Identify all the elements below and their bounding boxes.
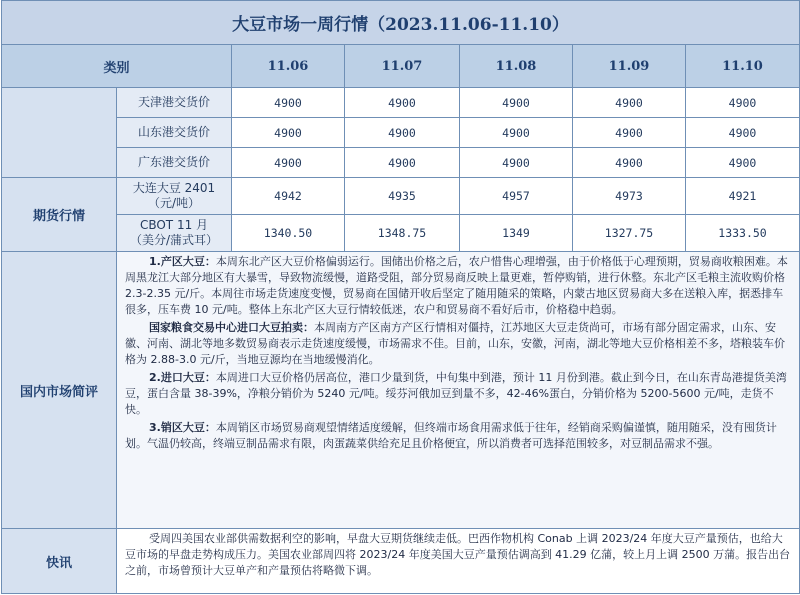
price-cell: 4900: [460, 148, 573, 178]
report-title: 大豆市场一周行情（2023.11.06-11.10）: [2, 1, 800, 45]
price-cell: 4900: [460, 118, 573, 148]
flash-row: [2, 529, 800, 594]
price-cell: 4900: [573, 88, 686, 118]
price-cell: 4942: [232, 178, 345, 215]
price-cell: 1349: [460, 215, 573, 252]
row-label: [117, 215, 232, 252]
price-cell: 4900: [686, 118, 800, 148]
price-cell: 4900: [345, 118, 460, 148]
row-label-unit: （元/吨）: [147, 196, 201, 210]
price-cell: 4900: [232, 148, 345, 178]
row-label-line: 大连大豆 2401: [132, 181, 216, 195]
commentary-body: [117, 252, 800, 529]
price-cell: 4973: [573, 178, 686, 215]
flash-paragraph: 受周四美国农业部供需数据利空的影响，早盘大豆期货继续走低。巴西作物机构 Conab 上调 2023/24 年度大豆产量预估，也给大豆市场的早盘走势构成压力。美国农业部周四将 2023/24 年度美国大豆产量预估调高到 41.29 亿蒲，较上月上调 2500 万蒲。报告出台之前，市场曾预计大豆单产和产量预估将略微下调。: [125, 532, 791, 577]
paragraph-text: 本周销区市场贸易商观望情绪适度缓解，但终端市场食用需求低于往年，经销商采购偏谨慎，随用随采，没有囤货计划。气温仍较高，终端豆制品需求有限，肉蛋蔬菜供给充足且价格便宜，所以消费者可选择范围较多，对豆制品需求不强。: [125, 421, 777, 450]
price-cell: 4900: [686, 148, 800, 178]
title-row: [2, 1, 800, 45]
commentary-paragraph: [125, 320, 793, 368]
header-row: [2, 45, 800, 88]
price-cell: 4900: [232, 88, 345, 118]
price-cell: 4900: [345, 148, 460, 178]
price-cell: 4957: [460, 178, 573, 215]
spot-row-tianjin: [2, 88, 800, 118]
category-header: 类别: [2, 45, 232, 88]
futures-row-cbot: [2, 215, 800, 252]
price-cell: 1348.75: [345, 215, 460, 252]
date-header: 11.09: [573, 45, 686, 88]
price-cell: 4900: [345, 88, 460, 118]
row-label: 广东港交货价: [117, 148, 232, 178]
row-label-line: CBOT 11 月: [139, 218, 209, 232]
date-header: 11.10: [686, 45, 800, 88]
date-header: 11.07: [345, 45, 460, 88]
flash-body: [117, 529, 800, 594]
paragraph-text: 本周东北产区大豆价格偏弱运行。国储出价格之后，农户惜售心理增强，由于价格低于心理预期，贸易商收粮困难。本周黑龙江大部分地区有大暴雪，导致物流缓慢，道路受阻，部分贸易商反映上量更难，暂停购销，进行休整。东北产区毛粮主流收购价格 2.3-2.35 元/斤。本周往市场走货速度变慢，贸易商在国储开收后坚定了随用随采的策略，内蒙古地区贸易商大多在送粮入库，据悉排车很多，压车费 10 元/吨。整体上东北产区大豆行情较低迷，农户和贸易商不看好后市，价格稳中趋弱。: [125, 255, 788, 316]
spot-row-guangdong: [2, 148, 800, 178]
futures-section-label: 期货行情: [2, 178, 117, 252]
date-header: 11.08: [460, 45, 573, 88]
futures-row-dalian: [2, 178, 800, 215]
row-label: [117, 178, 232, 215]
soybean-market-table: [1, 0, 800, 594]
commentary-paragraph: [125, 420, 793, 452]
row-label-unit: （美分/蒲式耳）: [129, 233, 219, 247]
price-cell: 4900: [460, 88, 573, 118]
commentary-section-label: 国内市场简评: [2, 252, 117, 529]
paragraph-heading: 2.进口大豆：: [149, 371, 216, 384]
paragraph-heading: 1.产区大豆：: [149, 255, 216, 268]
spot-row-shandong: [2, 118, 800, 148]
paragraph-heading: 国家粮食交易中心进口大豆拍卖：: [149, 321, 314, 334]
price-cell: 4935: [345, 178, 460, 215]
price-cell: 4900: [573, 118, 686, 148]
commentary-paragraph: [125, 254, 793, 318]
commentary-paragraph: [125, 370, 793, 418]
price-cell: 4921: [686, 178, 800, 215]
paragraph-text: 本周进口大豆价格仍居高位，港口少量到货，中旬集中到港，预计 11 月份到港。截止到今日，在山东青岛港提货美湾豆，蛋白含量 38-39%，净粮分销价为 5240 元/吨。绥芬河俄加豆到量不多，42-46%蛋白，分销价格为 5200-5600 元/吨，走货不快。: [125, 371, 787, 416]
price-cell: 4900: [232, 118, 345, 148]
row-label: 天津港交货价: [117, 88, 232, 118]
price-cell: 1327.75: [573, 215, 686, 252]
flash-section-label: 快讯: [2, 529, 117, 594]
date-header: 11.06: [232, 45, 345, 88]
paragraph-heading: 3.销区大豆：: [149, 421, 216, 434]
price-cell: 1333.50: [686, 215, 800, 252]
commentary-row: [2, 252, 800, 529]
row-label: 山东港交货价: [117, 118, 232, 148]
price-cell: 1340.50: [232, 215, 345, 252]
price-cell: 4900: [686, 88, 800, 118]
paragraph-text: 本周南方产区南方产区行情相对僵持，江苏地区大豆走货尚可，市场有部分固定需求，山东、安徽、河南、湖北等地多数贸易商表示走货速度缓慢，市场需求不佳。目前，山东，安徽，河南，湖北等地大豆价格相差不多，塔粮装车价格为 2.88-3.0 元/斤，当地豆源均在当地缓慢消化。: [125, 321, 785, 366]
spot-section-cell: [2, 88, 117, 178]
price-cell: 4900: [573, 148, 686, 178]
